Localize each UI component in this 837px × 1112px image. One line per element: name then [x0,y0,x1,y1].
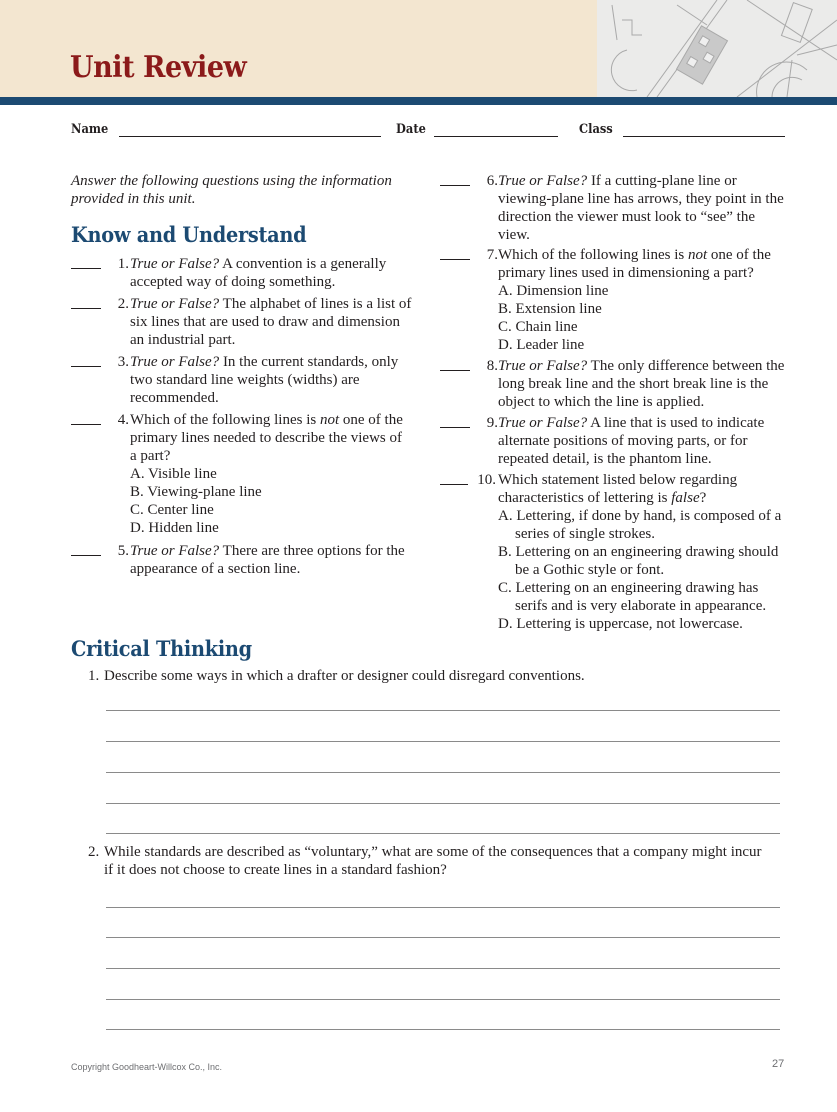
question-number: 2. [117,296,129,312]
question-body: A convention is a generally accepted way of doing something. [130,256,387,290]
emphasis: false [671,490,700,506]
option-c: C. Center line [130,502,214,518]
name-label: Name [71,122,109,137]
answer-line[interactable] [106,1029,780,1030]
question-text [130,353,412,407]
answer-blank-6[interactable] [440,172,470,186]
true-false-prefix: True or False? [498,358,588,374]
copyright-notice: Copyright Goodheart-Willcox Co., Inc. [71,1062,223,1072]
class-input-line[interactable] [623,123,785,137]
question-body: one of the primary lines used in dimensioning a part? [498,247,771,281]
answer-blank-7[interactable] [440,246,470,260]
question-number: 9. [486,415,498,431]
emphasis: not [687,247,708,263]
question-text: While standards are described as “voluntary,” what are some of the consequences that a company might incur if it does not choose to create lines in a standard fashion? [104,844,762,878]
answer-line[interactable] [106,937,780,938]
header-divider-bar [0,97,837,105]
student-info-row [71,122,781,142]
question-body: ? [699,490,707,506]
answer-blank-9[interactable] [440,414,470,428]
true-false-prefix: True or False? [130,543,220,559]
question-body: If a cutting-plane line or viewing-plane line has arrows, they point in the direction the viewer must look to “see” the view. [498,173,784,243]
true-false-prefix: True or False? [498,415,588,431]
answer-line[interactable] [106,999,780,1000]
answer-blank-5[interactable] [71,542,101,556]
option-b: B. Extension line [498,301,602,317]
question-body: The alphabet of lines is a list of six lines that are used to draw and dimension an industrial part. [130,296,412,348]
question-text [130,411,412,537]
true-false-prefix: True or False? [498,173,588,189]
true-false-prefix: True or False? [130,256,220,272]
know-and-understand-heading: Know and Understand [71,222,307,247]
class-label: Class [579,122,613,137]
name-field[interactable] [71,122,381,137]
question-text [498,172,786,244]
question-body: A line that is used to indicate alternate positions of moving parts, or for repeated detail, is the phantom line. [498,415,765,467]
option-d: D. Leader line [498,337,585,353]
option-d: D. Hidden line [130,520,219,536]
question-text [130,542,412,578]
true-false-prefix: True or False? [130,296,220,312]
answer-line[interactable] [106,772,780,773]
answer-blank-10[interactable] [440,471,468,485]
emphasis: not [319,412,340,428]
question-text [130,295,412,349]
question-body: In the current standards, only two standard line weights (widths) are recommended. [130,354,399,406]
header-band [0,0,837,97]
question-number: 1. [117,256,129,272]
true-false-prefix: True or False? [130,354,220,370]
date-input-line[interactable] [434,123,558,137]
question-body: Which statement listed below regarding characteristics of lettering is [498,472,738,506]
question-number: 8. [486,358,498,374]
date-field[interactable] [396,122,558,137]
class-field[interactable] [579,122,785,137]
blueprint-drawing-icon [597,0,837,97]
answer-blank-8[interactable] [440,357,470,371]
blueprint-illustration [597,0,837,97]
page-number: 27 [772,1058,785,1070]
question-text [130,255,412,291]
answer-blank-4[interactable] [71,411,101,425]
answer-line[interactable] [106,833,780,834]
answer-line[interactable] [106,710,780,711]
question-number: 4. [117,412,129,428]
answer-blank-2[interactable] [71,295,101,309]
option-b: B. Viewing-plane line [130,484,262,500]
question-number: 2. [88,844,100,860]
question-text: Describe some ways in which a drafter or designer could disregard conventions. [104,668,585,684]
option-b: B. Lettering on an engineering drawing should be a Gothic style or font. [498,544,779,578]
name-input-line[interactable] [119,123,381,137]
answer-line[interactable] [106,968,780,969]
question-number: 6. [486,173,498,189]
option-c: C. Lettering on an engineering drawing has serifs and is very elaborate in appearance. [498,580,767,614]
question-body: Which of the following lines is [130,412,320,428]
page-title: Unit Review [70,50,247,85]
option-a: A. Dimension line [498,283,609,299]
answer-blank-3[interactable] [71,353,101,367]
question-body: The only difference between the long break line and the short break line is the object to which the line is applied. [498,358,785,410]
question-number: 1. [88,668,100,684]
answer-line[interactable] [106,907,780,908]
question-body: one of the primary lines needed to describe the views of a part? [130,412,403,464]
option-c: C. Chain line [498,319,578,335]
question-number: 5. [117,543,129,559]
answer-blank-1[interactable] [71,255,101,269]
question-text [498,471,786,633]
option-d: D. Lettering is uppercase, not lowercase. [498,616,743,632]
question-text [498,357,786,411]
option-a: A. Lettering, if done by hand, is composed of a series of single strokes. [498,508,782,542]
question-body: Which of the following lines is [498,247,688,263]
critical-thinking-heading: Critical Thinking [71,636,252,661]
question-number: 7. [486,247,498,263]
answer-line[interactable] [106,803,780,804]
date-label: Date [396,122,426,137]
question-text [498,246,786,354]
option-a: A. Visible line [130,466,217,482]
question-number: 3. [117,354,129,370]
instructions: Answer the following questions using the information provided in this unit. [71,173,392,207]
question-text [498,414,786,468]
answer-line[interactable] [106,741,780,742]
question-body: There are three options for the appearance of a section line. [130,543,405,577]
question-number: 10. [477,472,496,488]
